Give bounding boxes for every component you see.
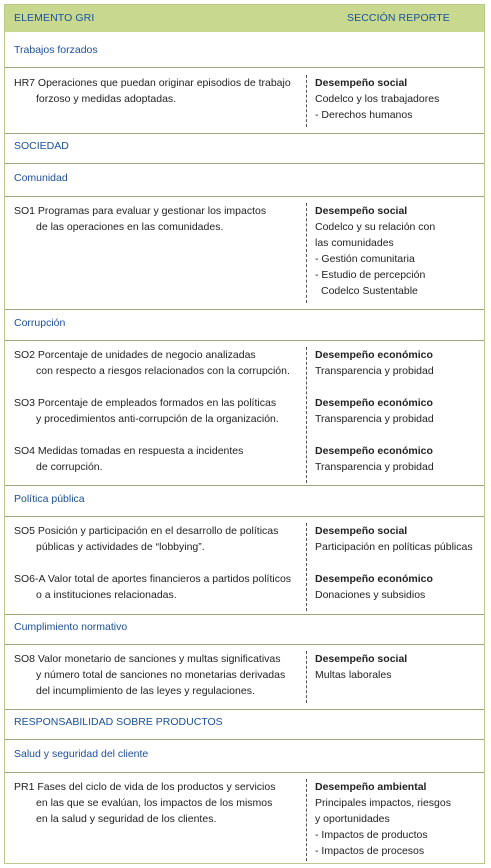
section-cumplimiento-normativo: Cumplimiento normativo	[14, 621, 128, 633]
row-so8-text: y número total de sanciones no monetarias derivadas	[36, 669, 286, 681]
divider	[5, 67, 484, 68]
row-so8	[14, 651, 304, 699]
column-divider	[306, 523, 307, 611]
ref-line: - Gestión comunitaria	[315, 253, 415, 265]
row-pr1-text: en la salud y seguridad de los clientes.	[36, 813, 217, 825]
section-politica-publica: Política pública	[14, 493, 85, 505]
section-trabajos-forzados: Trabajos forzados	[14, 44, 98, 56]
ref-title: Desempeño social	[315, 525, 408, 537]
divider	[5, 772, 484, 773]
ref-title: Desempeño ambiental	[315, 781, 427, 793]
ref-title: Desempeño económico	[315, 445, 433, 457]
row-so2	[14, 347, 304, 379]
row-so1-text: SO1 Programas para evaluar y gestionar los impactos	[14, 205, 267, 217]
column-divider	[306, 347, 307, 483]
ref-title: Desempeño económico	[315, 349, 433, 361]
row-pr1	[14, 779, 304, 827]
ref-title: Desempeño social	[315, 205, 408, 217]
row-so6a-text: o a instituciones relacionadas.	[36, 589, 177, 601]
row-hr7-text: HR7 Operaciones que puedan originar episodios de trabajo	[14, 77, 291, 89]
ref-title: Desempeño social	[315, 653, 408, 665]
divider	[5, 516, 484, 517]
row-hr7-text: forzoso y medidas adoptadas.	[36, 93, 177, 105]
divider	[5, 133, 484, 134]
ref-line: Donaciones y subsidios	[315, 589, 426, 601]
ref-line: - Estudio de percepción	[315, 269, 426, 281]
ref-line: Participación en políticas públicas	[315, 541, 473, 553]
column-divider	[306, 651, 307, 703]
table-header	[5, 5, 484, 32]
row-so2-text: SO2 Porcentaje de unidades de negocio analizadas	[14, 349, 256, 361]
ref-so6a	[315, 571, 483, 603]
ref-line: - Derechos humanos	[315, 109, 413, 121]
section-comunidad: Comunidad	[14, 172, 68, 184]
row-so2-text: con respecto a riesgos relacionados con la corrupción.	[36, 365, 290, 377]
divider	[5, 644, 484, 645]
divider	[5, 614, 484, 615]
row-so3-text: SO3 Porcentaje de empleados formados en las políticas	[14, 397, 277, 409]
ref-so2	[315, 347, 483, 379]
gri-table	[4, 4, 485, 864]
divider	[5, 340, 484, 341]
row-so5-text: SO5 Posición y participación en el desarrollo de políticas	[14, 525, 279, 537]
ref-line: Transparencia y probidad	[315, 461, 434, 473]
row-so6a	[14, 571, 304, 603]
ref-so4	[315, 443, 483, 475]
column-divider	[306, 203, 307, 303]
section-sociedad: SOCIEDAD	[14, 140, 69, 152]
ref-line: Codelco y su relación con	[315, 221, 436, 233]
divider	[5, 485, 484, 486]
row-so5	[14, 523, 304, 555]
row-so3	[14, 395, 304, 427]
ref-hr7	[315, 75, 483, 123]
header-elemento-gri: ELEMENTO GRI	[14, 12, 95, 24]
divider	[5, 709, 484, 710]
row-so6a-text: SO6-A Valor total de aportes financieros a partidos políticos	[14, 573, 292, 585]
row-hr7	[14, 75, 304, 107]
ref-line: Multas laborales	[315, 669, 392, 681]
header-seccion-reporte: SECCIÓN REPORTE	[347, 12, 450, 24]
ref-so8	[315, 651, 483, 683]
ref-line: - Impactos de productos	[315, 829, 428, 841]
row-so3-text: y procedimientos anti-corrupción de la organización.	[36, 413, 279, 425]
ref-so5	[315, 523, 483, 555]
divider	[5, 739, 484, 740]
row-so4-text: SO4 Medidas tomadas en respuesta a incidentes	[14, 445, 244, 457]
row-so1-text: de las operaciones en las comunidades.	[36, 221, 224, 233]
ref-line: Transparencia y probidad	[315, 365, 434, 377]
row-pr1-text: PR1 Fases del ciclo de vida de los productos y servicios	[14, 781, 276, 793]
row-so1	[14, 203, 304, 235]
ref-title: Desempeño económico	[315, 397, 433, 409]
ref-pr1	[315, 779, 483, 859]
ref-line: Codelco Sustentable	[321, 285, 418, 297]
column-divider	[306, 779, 307, 861]
divider	[5, 309, 484, 310]
ref-line: Principales impactos, riesgos	[315, 797, 451, 809]
row-so8-text: del incumplimiento de las leyes y regulaciones.	[36, 685, 255, 697]
ref-line: Transparencia y probidad	[315, 413, 434, 425]
section-responsabilidad-productos: RESPONSABILIDAD SOBRE PRODUCTOS	[14, 716, 223, 728]
ref-so3	[315, 395, 483, 427]
ref-line: - Impactos de procesos	[315, 845, 425, 857]
ref-line: Codelco y los trabajadores	[315, 93, 440, 105]
divider	[5, 163, 484, 164]
ref-so1	[315, 203, 483, 299]
column-divider	[306, 75, 307, 127]
row-so4-text: de corrupción.	[36, 461, 103, 473]
section-corrupcion: Corrupción	[14, 317, 66, 329]
ref-title: Desempeño social	[315, 77, 408, 89]
section-salud-seguridad: Salud y seguridad del cliente	[14, 748, 149, 760]
row-so8-text: SO8 Valor monetario de sanciones y multas significativas	[14, 653, 281, 665]
row-so4	[14, 443, 304, 475]
ref-line: las comunidades	[315, 237, 394, 249]
ref-title: Desempeño económico	[315, 573, 433, 585]
divider	[5, 196, 484, 197]
row-pr1-text: en las que se evalúan, los impactos de los mismos	[36, 797, 273, 809]
row-so5-text: públicas y actividades de “lobbying”.	[36, 541, 205, 553]
ref-line: y oportunidades	[315, 813, 390, 825]
